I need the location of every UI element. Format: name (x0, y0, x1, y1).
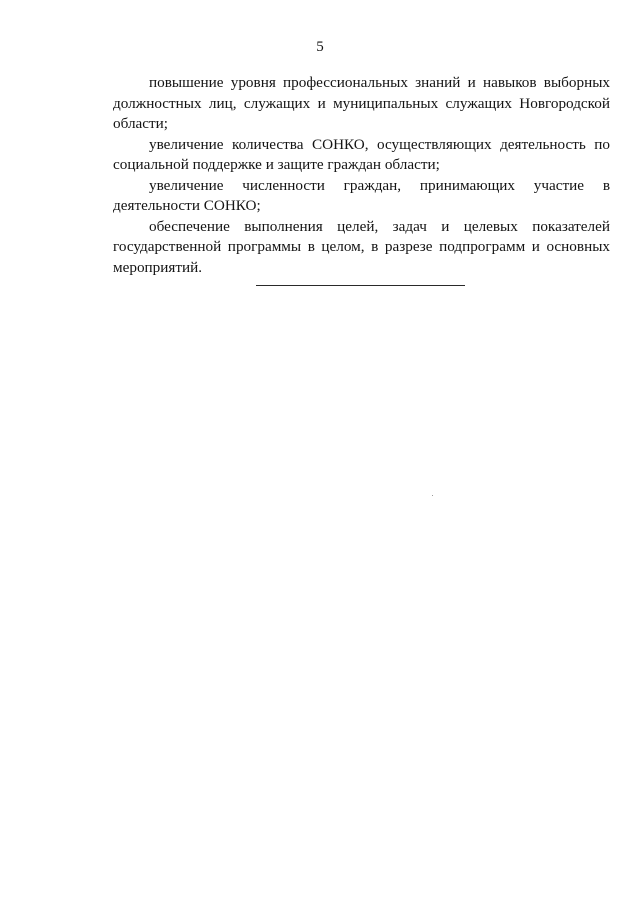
scan-speck (432, 495, 433, 496)
document-body (113, 73, 610, 278)
page-number: 5 (316, 39, 324, 55)
paragraph-professional-skills: повышение уровня профессиональных знаний и навыков выборных должностных лиц, служащих и муниципальных служащих Новгородской области; (113, 74, 610, 132)
paragraph-program-goals: обеспечение выполнения целей, задач и целевых показателей государственной программы в целом, в разрезе подпрограмм и основных мероприятий. (113, 217, 610, 276)
end-of-document-line (256, 285, 465, 286)
paragraph-citizen-participation: увеличение численности граждан, принимающих участие в деятельности СОНКО; (113, 176, 610, 214)
paragraph-sonko-count: увеличение количества СОНКО, осуществляющих деятельность по социальной поддержке и защите граждан области; (113, 135, 610, 173)
